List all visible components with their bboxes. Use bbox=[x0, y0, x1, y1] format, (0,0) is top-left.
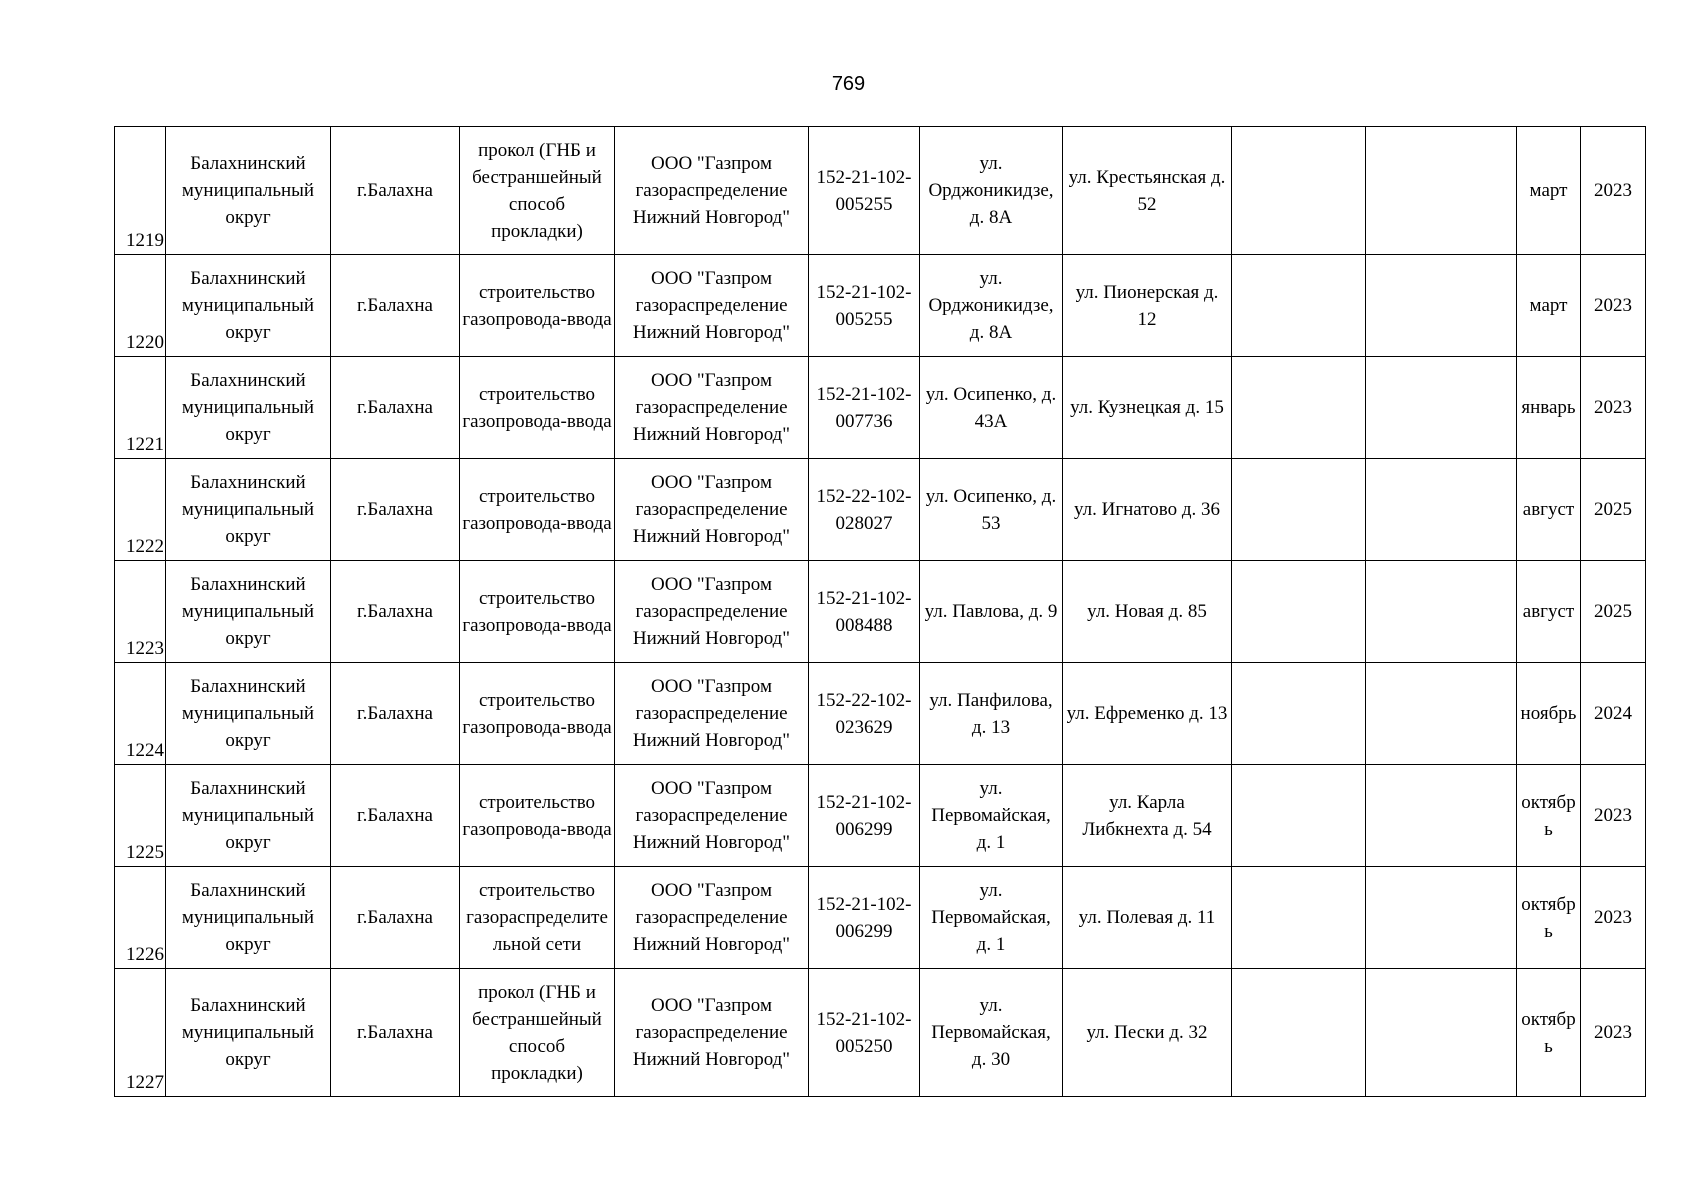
district-cell bbox=[166, 867, 331, 969]
organization-text: ООО "Газпром газораспределение Нижний Новгород" bbox=[632, 370, 791, 445]
city-text: г.Балахна bbox=[357, 1022, 433, 1043]
to-address-cell bbox=[1063, 459, 1232, 561]
to-address-cell bbox=[1063, 127, 1232, 255]
empty-cell-1 bbox=[1232, 765, 1366, 867]
empty-cell-2 bbox=[1366, 765, 1517, 867]
from-address-text: ул. Первомайская, д. 1 bbox=[931, 880, 1051, 955]
permit-code-text: 152-21-102-005255 bbox=[816, 281, 912, 330]
month-cell bbox=[1517, 127, 1581, 255]
organization-cell bbox=[615, 663, 809, 765]
table-row bbox=[115, 561, 1646, 663]
to-address-text: ул. Крестьянская д. 52 bbox=[1068, 166, 1226, 215]
city-cell bbox=[331, 561, 460, 663]
district-text: Балахнинский муниципальный округ bbox=[181, 472, 315, 547]
work-type-cell bbox=[460, 357, 615, 459]
city-text: г.Балахна bbox=[357, 907, 433, 928]
month-cell bbox=[1517, 357, 1581, 459]
month-text: март bbox=[1529, 180, 1568, 201]
to-address-cell bbox=[1063, 561, 1232, 663]
from-address-text: ул. Панфилова, д. 13 bbox=[929, 689, 1053, 738]
city-cell bbox=[331, 867, 460, 969]
from-address-text: ул. Орджоникидзе, д. 8А bbox=[928, 153, 1054, 228]
table-body bbox=[115, 127, 1646, 1097]
permit-code-cell bbox=[809, 561, 920, 663]
from-address-cell bbox=[920, 561, 1063, 663]
year-text: 2023 bbox=[1594, 1022, 1632, 1043]
year-cell bbox=[1581, 765, 1646, 867]
organization-text: ООО "Газпром газораспределение Нижний Новгород" bbox=[632, 995, 791, 1070]
empty-cell-2 bbox=[1366, 663, 1517, 765]
row-number-cell bbox=[115, 255, 166, 357]
organization-cell bbox=[615, 765, 809, 867]
row-number-cell bbox=[115, 357, 166, 459]
to-address-cell bbox=[1063, 969, 1232, 1097]
from-address-cell bbox=[920, 459, 1063, 561]
district-text: Балахнинский муниципальный округ bbox=[181, 995, 315, 1070]
year-cell bbox=[1581, 357, 1646, 459]
organization-cell bbox=[615, 255, 809, 357]
to-address-text: ул. Карла Либкнехта д. 54 bbox=[1082, 791, 1212, 840]
work-type-text: строительство газораспределительной сети bbox=[466, 880, 608, 955]
year-cell bbox=[1581, 255, 1646, 357]
permit-code-text: 152-21-102-006299 bbox=[816, 893, 912, 942]
work-type-cell bbox=[460, 663, 615, 765]
from-address-text: ул. Осипенко, д. 53 bbox=[925, 485, 1057, 534]
permit-code-text: 152-21-102-006299 bbox=[816, 791, 912, 840]
empty-cell-1 bbox=[1232, 459, 1366, 561]
table-row bbox=[115, 663, 1646, 765]
row-number: 1227 bbox=[126, 1072, 164, 1093]
row-number: 1224 bbox=[126, 740, 164, 761]
work-type-text: строительство газопровода-ввода bbox=[462, 485, 612, 534]
month-cell bbox=[1517, 561, 1581, 663]
to-address-cell bbox=[1063, 867, 1232, 969]
district-cell bbox=[166, 969, 331, 1097]
work-type-cell bbox=[460, 459, 615, 561]
year-text: 2025 bbox=[1594, 499, 1632, 520]
year-cell bbox=[1581, 127, 1646, 255]
row-number-cell bbox=[115, 127, 166, 255]
work-type-text: прокол (ГНБ и бестраншейный способ прокладки) bbox=[472, 981, 602, 1084]
month-cell bbox=[1517, 867, 1581, 969]
from-address-text: ул. Первомайская, д. 30 bbox=[931, 995, 1051, 1070]
district-cell bbox=[166, 255, 331, 357]
work-type-cell bbox=[460, 127, 615, 255]
organization-text: ООО "Газпром газораспределение Нижний Новгород" bbox=[632, 574, 791, 649]
from-address-cell bbox=[920, 255, 1063, 357]
work-type-text: строительство газопровода-ввода bbox=[462, 689, 612, 738]
from-address-text: ул. Первомайская, д. 1 bbox=[931, 778, 1051, 853]
table-row bbox=[115, 127, 1646, 255]
empty-cell-2 bbox=[1366, 127, 1517, 255]
organization-cell bbox=[615, 561, 809, 663]
from-address-text: ул. Орджоникидзе, д. 8А bbox=[928, 268, 1054, 343]
district-cell bbox=[166, 127, 331, 255]
from-address-cell bbox=[920, 357, 1063, 459]
organization-text: ООО "Газпром газораспределение Нижний Новгород" bbox=[632, 153, 791, 228]
empty-cell-1 bbox=[1232, 255, 1366, 357]
row-number-cell bbox=[115, 867, 166, 969]
empty-cell-1 bbox=[1232, 969, 1366, 1097]
organization-text: ООО "Газпром газораспределение Нижний Новгород" bbox=[632, 676, 791, 751]
district-text: Балахнинский муниципальный округ bbox=[181, 778, 315, 853]
month-text: август bbox=[1522, 499, 1575, 520]
district-text: Балахнинский муниципальный округ bbox=[181, 370, 315, 445]
work-type-cell bbox=[460, 765, 615, 867]
city-cell bbox=[331, 663, 460, 765]
district-cell bbox=[166, 561, 331, 663]
to-address-text: ул. Кузнецкая д. 15 bbox=[1070, 397, 1224, 418]
month-text: март bbox=[1529, 295, 1568, 316]
row-number: 1222 bbox=[126, 536, 164, 557]
permit-code-cell bbox=[809, 663, 920, 765]
organization-cell bbox=[615, 357, 809, 459]
table-row bbox=[115, 765, 1646, 867]
to-address-text: ул. Ефременко д. 13 bbox=[1066, 703, 1228, 724]
month-text: октябрь bbox=[1521, 791, 1576, 840]
row-number-cell bbox=[115, 663, 166, 765]
city-cell bbox=[331, 255, 460, 357]
row-number: 1225 bbox=[126, 842, 164, 863]
table-row bbox=[115, 357, 1646, 459]
empty-cell-1 bbox=[1232, 561, 1366, 663]
row-number-cell bbox=[115, 765, 166, 867]
year-cell bbox=[1581, 459, 1646, 561]
empty-cell-2 bbox=[1366, 255, 1517, 357]
district-text: Балахнинский муниципальный округ bbox=[181, 153, 315, 228]
month-cell bbox=[1517, 663, 1581, 765]
year-text: 2023 bbox=[1594, 907, 1632, 928]
permit-code-text: 152-22-102-023629 bbox=[816, 689, 912, 738]
to-address-cell bbox=[1063, 255, 1232, 357]
city-text: г.Балахна bbox=[357, 805, 433, 826]
to-address-text: ул. Игнатово д. 36 bbox=[1073, 499, 1221, 520]
work-type-cell bbox=[460, 255, 615, 357]
organization-cell bbox=[615, 867, 809, 969]
district-cell bbox=[166, 459, 331, 561]
month-text: август bbox=[1522, 601, 1575, 622]
permit-code-cell bbox=[809, 867, 920, 969]
empty-cell-1 bbox=[1232, 357, 1366, 459]
month-cell bbox=[1517, 969, 1581, 1097]
to-address-text: ул. Пески д. 32 bbox=[1086, 1022, 1208, 1043]
year-text: 2025 bbox=[1594, 601, 1632, 622]
empty-cell-2 bbox=[1366, 459, 1517, 561]
work-type-cell bbox=[460, 867, 615, 969]
empty-cell-2 bbox=[1366, 969, 1517, 1097]
organization-text: ООО "Газпром газораспределение Нижний Новгород" bbox=[632, 268, 791, 343]
empty-cell-2 bbox=[1366, 561, 1517, 663]
row-number: 1221 bbox=[126, 434, 164, 455]
month-text: ноябрь bbox=[1520, 703, 1577, 724]
permit-code-text: 152-21-102-005250 bbox=[816, 1008, 912, 1057]
year-cell bbox=[1581, 663, 1646, 765]
organization-text: ООО "Газпром газораспределение Нижний Новгород" bbox=[632, 778, 791, 853]
month-text: октябрь bbox=[1521, 893, 1576, 942]
permit-code-text: 152-22-102-028027 bbox=[816, 485, 912, 534]
empty-cell-1 bbox=[1232, 127, 1366, 255]
from-address-cell bbox=[920, 969, 1063, 1097]
empty-cell-2 bbox=[1366, 867, 1517, 969]
year-text: 2023 bbox=[1594, 805, 1632, 826]
permit-code-text: 152-21-102-008488 bbox=[816, 587, 912, 636]
from-address-cell bbox=[920, 127, 1063, 255]
year-text: 2023 bbox=[1594, 295, 1632, 316]
city-text: г.Балахна bbox=[357, 295, 433, 316]
month-cell bbox=[1517, 765, 1581, 867]
work-type-cell bbox=[460, 969, 615, 1097]
from-address-text: ул. Павлова, д. 9 bbox=[924, 601, 1058, 622]
works-register-table bbox=[114, 126, 1646, 1097]
from-address-cell bbox=[920, 765, 1063, 867]
to-address-text: ул. Пионерская д. 12 bbox=[1075, 281, 1219, 330]
district-cell bbox=[166, 663, 331, 765]
row-number: 1223 bbox=[126, 638, 164, 659]
from-address-cell bbox=[920, 867, 1063, 969]
city-cell bbox=[331, 127, 460, 255]
permit-code-text: 152-21-102-005255 bbox=[816, 166, 912, 215]
work-type-text: строительство газопровода-ввода bbox=[462, 281, 612, 330]
city-text: г.Балахна bbox=[357, 397, 433, 418]
month-cell bbox=[1517, 255, 1581, 357]
district-text: Балахнинский муниципальный округ bbox=[181, 574, 315, 649]
year-text: 2024 bbox=[1594, 703, 1632, 724]
organization-cell bbox=[615, 127, 809, 255]
work-type-text: строительство газопровода-ввода bbox=[462, 587, 612, 636]
organization-cell bbox=[615, 969, 809, 1097]
table-row bbox=[115, 867, 1646, 969]
permit-code-cell bbox=[809, 459, 920, 561]
city-cell bbox=[331, 969, 460, 1097]
district-text: Балахнинский муниципальный округ bbox=[181, 880, 315, 955]
row-number: 1226 bbox=[126, 944, 164, 965]
empty-cell-2 bbox=[1366, 357, 1517, 459]
to-address-text: ул. Новая д. 85 bbox=[1087, 601, 1207, 622]
permit-code-cell bbox=[809, 969, 920, 1097]
year-text: 2023 bbox=[1594, 397, 1632, 418]
district-cell bbox=[166, 357, 331, 459]
organization-cell bbox=[615, 459, 809, 561]
month-text: октябрь bbox=[1521, 1008, 1576, 1057]
city-text: г.Балахна bbox=[357, 499, 433, 520]
table-row bbox=[115, 255, 1646, 357]
row-number: 1220 bbox=[126, 332, 164, 353]
permit-code-cell bbox=[809, 765, 920, 867]
to-address-cell bbox=[1063, 765, 1232, 867]
district-cell bbox=[166, 765, 331, 867]
row-number-cell bbox=[115, 969, 166, 1097]
permit-code-cell bbox=[809, 357, 920, 459]
to-address-cell bbox=[1063, 663, 1232, 765]
to-address-cell bbox=[1063, 357, 1232, 459]
to-address-text: ул. Полевая д. 11 bbox=[1078, 907, 1216, 928]
permit-code-cell bbox=[809, 255, 920, 357]
city-cell bbox=[331, 765, 460, 867]
district-text: Балахнинский муниципальный округ bbox=[181, 268, 315, 343]
row-number: 1219 bbox=[126, 230, 164, 251]
district-text: Балахнинский муниципальный округ bbox=[181, 676, 315, 751]
table-row bbox=[115, 459, 1646, 561]
permit-code-cell bbox=[809, 127, 920, 255]
year-cell bbox=[1581, 867, 1646, 969]
year-cell bbox=[1581, 561, 1646, 663]
work-type-text: прокол (ГНБ и бестраншейный способ прокладки) bbox=[472, 139, 602, 242]
work-type-text: строительство газопровода-ввода bbox=[462, 791, 612, 840]
permit-code-text: 152-21-102-007736 bbox=[816, 383, 912, 432]
organization-text: ООО "Газпром газораспределение Нижний Новгород" bbox=[632, 472, 791, 547]
city-cell bbox=[331, 459, 460, 561]
year-cell bbox=[1581, 969, 1646, 1097]
from-address-text: ул. Осипенко, д. 43А bbox=[925, 383, 1057, 432]
city-text: г.Балахна bbox=[357, 601, 433, 622]
from-address-cell bbox=[920, 663, 1063, 765]
year-text: 2023 bbox=[1594, 180, 1632, 201]
month-cell bbox=[1517, 459, 1581, 561]
empty-cell-1 bbox=[1232, 663, 1366, 765]
row-number-cell bbox=[115, 459, 166, 561]
work-type-text: строительство газопровода-ввода bbox=[462, 383, 612, 432]
row-number-cell bbox=[115, 561, 166, 663]
city-text: г.Балахна bbox=[357, 703, 433, 724]
city-cell bbox=[331, 357, 460, 459]
work-type-cell bbox=[460, 561, 615, 663]
organization-text: ООО "Газпром газораспределение Нижний Новгород" bbox=[632, 880, 791, 955]
table-row bbox=[115, 969, 1646, 1097]
month-text: январь bbox=[1521, 397, 1576, 418]
empty-cell-1 bbox=[1232, 867, 1366, 969]
page-number: 769 bbox=[831, 73, 866, 95]
city-text: г.Балахна bbox=[357, 180, 433, 201]
